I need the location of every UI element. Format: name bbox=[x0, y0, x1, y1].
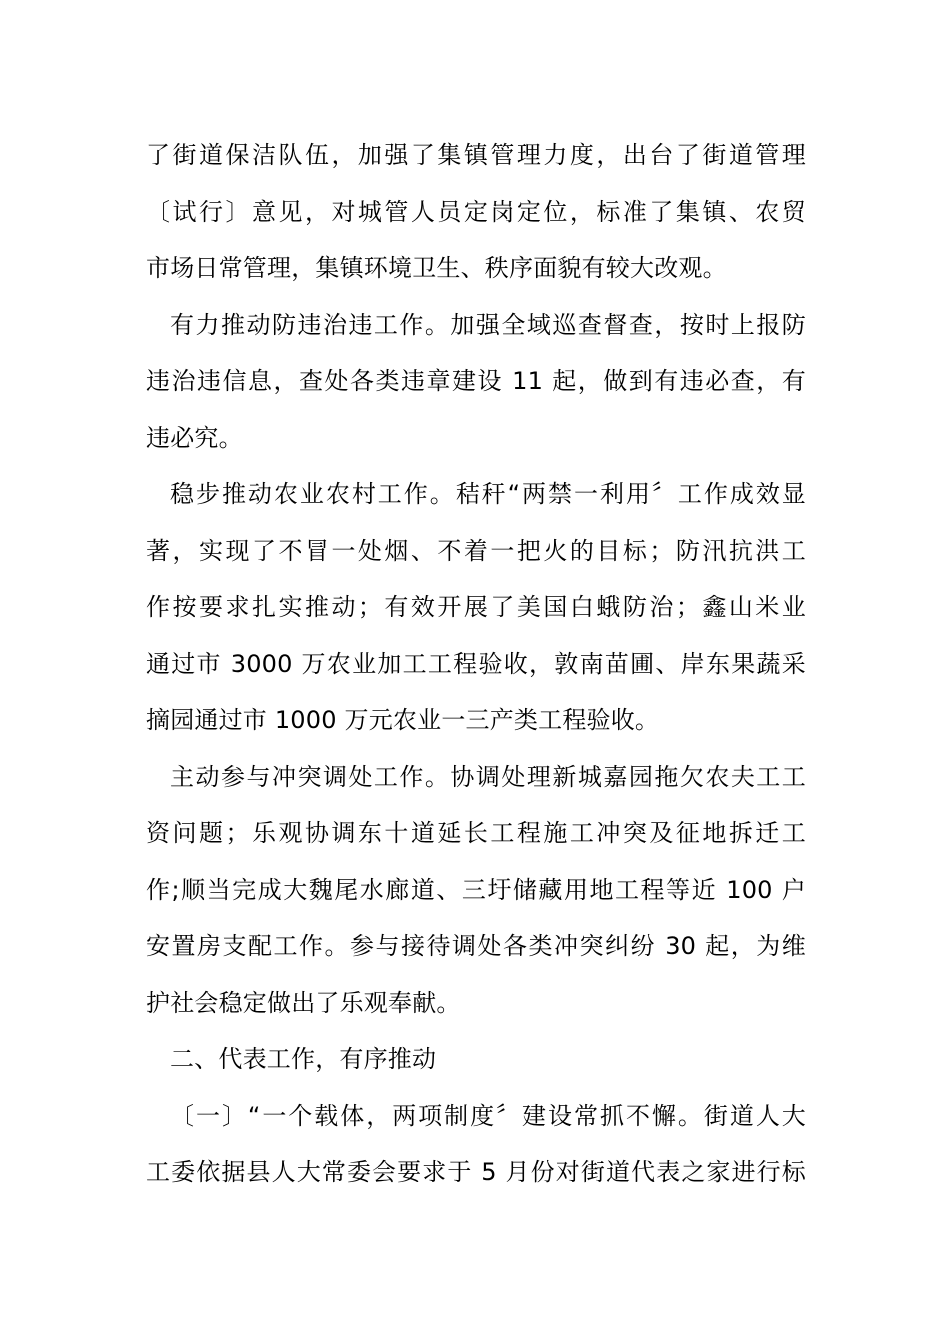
text-line: 〔试行〕意见，对城管人员定岗定位，标准了集镇、农贸 bbox=[146, 197, 806, 226]
paragraph-first-line: 稳步推动农业农村工作。秸秆“两禁一利用〞工作成效显 bbox=[170, 480, 806, 508]
text-line: 作;顺当完成大魏尾水廊道、三圩储藏用地工程等近 100 户 bbox=[146, 875, 806, 904]
text-line: 摘园通过市 1000 万元农业一三产类工程验收。 bbox=[146, 706, 660, 734]
text-line: 违治违信息，查处各类违章建设 11 起，做到有违必查，有 bbox=[146, 367, 806, 395]
paragraph-first-line: 〔一〕“一个载体，两项制度〞建设常抓不懈。街道人大 bbox=[170, 1101, 806, 1130]
body-text bbox=[146, 127, 806, 1201]
text-line: 资问题；乐观协调东十道延长工程施工冲突及征地拆迁工 bbox=[146, 819, 806, 847]
text-line: 通过市 3000 万农业加工工程验收，敦南苗圃、岸东果蔬采 bbox=[146, 649, 806, 678]
text-line: 了街道保洁队伍，加强了集镇管理力度，出台了街道管理 bbox=[146, 141, 806, 169]
text-line: 安置房支配工作。参与接待调处各类冲突纠纷 30 起，为维 bbox=[146, 932, 806, 960]
text-line: 护社会稳定做出了乐观奉献。 bbox=[146, 988, 461, 1017]
text-line: 市场日常管理，集镇环境卫生、秩序面貌有较大改观。 bbox=[146, 254, 727, 282]
text-line: 著，实现了不冒一处烟、不着一把火的目标；防汛抗洪工 bbox=[146, 536, 806, 565]
paragraph-first-line: 有力推动防违治违工作。加强全域巡查督查，按时上报防 bbox=[170, 310, 806, 339]
text-line: 作按要求扎实推动；有效开展了美国白蛾防治；鑫山米业 bbox=[146, 593, 806, 621]
section-heading: 二、代表工作，有序推动 bbox=[170, 1045, 437, 1073]
text-line: 违必究。 bbox=[146, 423, 243, 452]
paragraph-first-line: 主动参与冲突调处工作。协调处理新城嘉园拖欠农夫工工 bbox=[170, 762, 806, 791]
text-line: 工委依据县人大常委会要求于 5 月份对街道代表之家进行标 bbox=[146, 1158, 806, 1186]
